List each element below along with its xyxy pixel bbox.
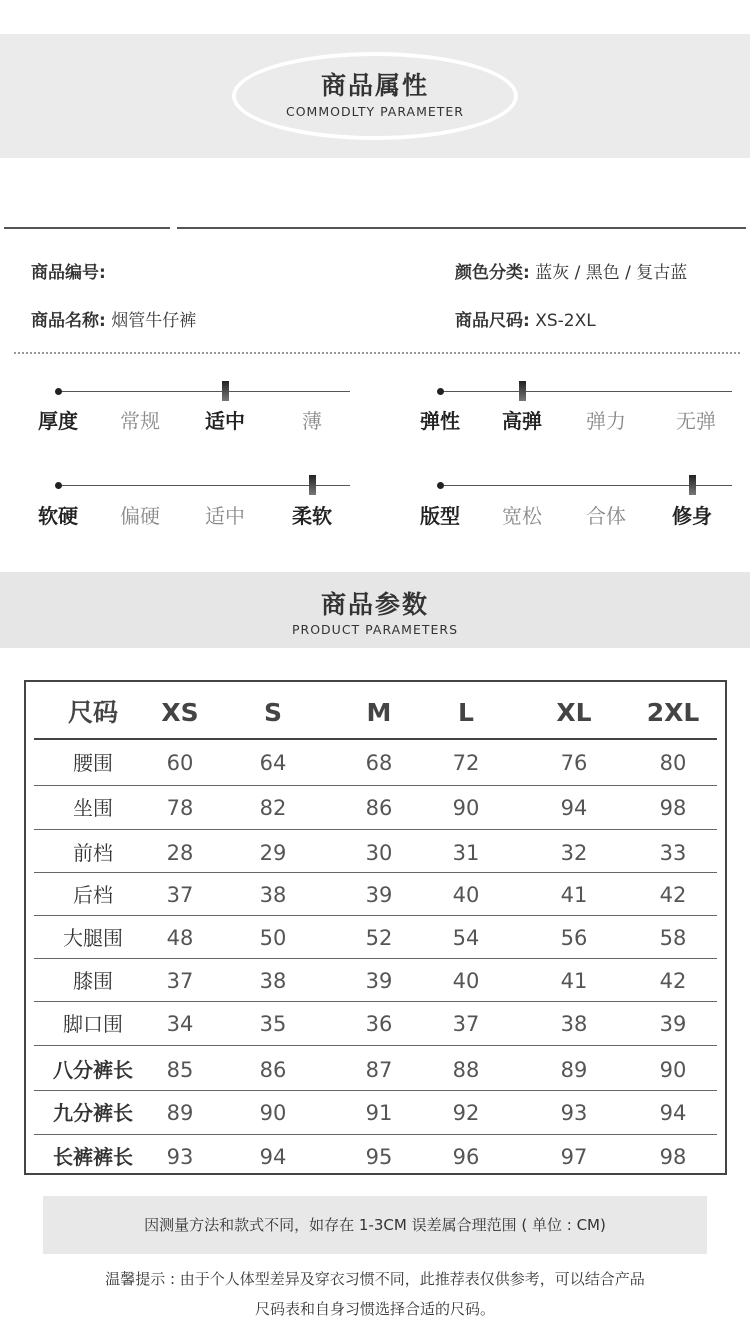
table-cell: 31 — [452, 841, 480, 865]
scale-name: 弹性 — [420, 409, 460, 433]
table-cell: 89 — [166, 1101, 194, 1125]
table-cell: 72 — [452, 751, 480, 775]
table-cell: 56 — [560, 926, 588, 950]
measurement-note: 因测量方法和款式不同，如存在 1-3CM 误差属合理范围 ( 单位 : CM) — [144, 1216, 606, 1234]
product-name-label: 商品名称: — [31, 311, 106, 331]
table-cell: 60 — [166, 751, 194, 775]
table-row-divider — [34, 1090, 717, 1091]
table-cell: 38 — [259, 969, 287, 993]
scale-track — [58, 391, 350, 392]
table-row-label: 八分裤长 — [53, 1058, 133, 1082]
table-cell: 87 — [365, 1058, 393, 1082]
table-row-divider — [34, 829, 717, 830]
table-cell: 98 — [659, 796, 687, 820]
table-cell: 38 — [560, 1012, 588, 1036]
table-cell: 54 — [452, 926, 480, 950]
scale-marker — [309, 475, 316, 495]
table-row-divider — [34, 915, 717, 916]
table-cell: 37 — [166, 969, 194, 993]
table-cell: 41 — [560, 883, 588, 907]
table-cell: 35 — [259, 1012, 287, 1036]
table-cell: 42 — [659, 883, 687, 907]
scale-option: 修身 — [672, 504, 712, 528]
table-row-divider — [34, 1134, 717, 1135]
scale-option: 弹力 — [586, 409, 626, 433]
scale-option: 常规 — [120, 409, 160, 433]
table-size-header: M — [366, 698, 392, 727]
divider-right — [177, 227, 746, 229]
table-cell: 41 — [560, 969, 588, 993]
table-cell: 90 — [659, 1058, 687, 1082]
table-size-header: XS — [161, 698, 199, 727]
table-row-label: 脚口围 — [63, 1012, 123, 1036]
section-subtitle-2: PRODUCT PARAMETERS — [291, 622, 459, 637]
table-cell: 94 — [659, 1101, 687, 1125]
table-row-label: 九分裤长 — [53, 1101, 133, 1125]
table-cell: 39 — [365, 883, 393, 907]
scale-option: 适中 — [205, 409, 245, 433]
size-value: XS-2XL — [535, 311, 596, 331]
table-cell: 91 — [365, 1101, 393, 1125]
scale-option: 合体 — [586, 504, 626, 528]
product-number — [31, 258, 106, 283]
table-cell: 82 — [259, 796, 287, 820]
table-row-label: 后档 — [73, 883, 113, 907]
dotted-divider — [14, 352, 740, 354]
table-cell: 40 — [452, 969, 480, 993]
table-row-label: 腰围 — [73, 751, 113, 775]
scale-start-dot — [55, 482, 62, 489]
scale-marker — [519, 381, 526, 401]
scale-option: 薄 — [302, 409, 322, 433]
table-cell: 36 — [365, 1012, 393, 1036]
scale-option: 偏硬 — [120, 504, 160, 528]
table-row-divider — [34, 1045, 717, 1046]
scale-option: 高弹 — [502, 409, 542, 433]
table-row-label: 长裤裤长 — [53, 1145, 133, 1169]
color-category — [455, 258, 687, 283]
table-row-divider — [34, 872, 717, 873]
product-name — [31, 306, 196, 331]
scale-option: 适中 — [205, 504, 245, 528]
table-cell: 90 — [452, 796, 480, 820]
table-cell: 28 — [166, 841, 194, 865]
table-cell: 64 — [259, 751, 287, 775]
table-cell: 52 — [365, 926, 393, 950]
table-row-label: 膝围 — [73, 969, 113, 993]
section-title: 商品属性 — [320, 71, 429, 100]
scale-start-dot — [55, 388, 62, 395]
table-cell: 38 — [259, 883, 287, 907]
scale-start-dot — [437, 388, 444, 395]
table-size-header: 2XL — [646, 698, 700, 727]
table-cell: 88 — [452, 1058, 480, 1082]
table-cell: 85 — [166, 1058, 194, 1082]
table-cell: 78 — [166, 796, 194, 820]
tip-line-1: 温馨提示 : 由于个人体型差异及穿衣习惯不同，此推荐表仅供参考，可以结合产品 — [105, 1270, 645, 1288]
scale-option: 宽松 — [502, 504, 542, 528]
table-cell: 86 — [259, 1058, 287, 1082]
section-title-2: 商品参数 — [320, 590, 429, 619]
scale-start-dot — [437, 482, 444, 489]
table-cell: 29 — [259, 841, 287, 865]
table-cell: 40 — [452, 883, 480, 907]
table-cell: 50 — [259, 926, 287, 950]
table-cell: 42 — [659, 969, 687, 993]
color-value: 蓝灰 / 黑色 / 复古蓝 — [535, 263, 688, 283]
scale-option: 柔软 — [292, 504, 332, 528]
table-size-header: L — [458, 698, 474, 727]
scale-track — [58, 485, 350, 486]
table-size-header: XL — [556, 698, 592, 727]
table-cell: 34 — [166, 1012, 194, 1036]
table-row-divider — [34, 1001, 717, 1002]
table-cell: 32 — [560, 841, 588, 865]
table-size-header: S — [263, 698, 282, 727]
tip-line-2: 尺码表和自身习惯选择合适的尺码。 — [254, 1300, 495, 1318]
table-cell: 95 — [365, 1145, 393, 1169]
table-cell: 86 — [365, 796, 393, 820]
color-label: 颜色分类: — [455, 263, 530, 283]
table-cell: 30 — [365, 841, 393, 865]
table-cell: 94 — [560, 796, 588, 820]
table-row-divider — [34, 738, 717, 740]
table-cell: 94 — [259, 1145, 287, 1169]
table-cell: 33 — [659, 841, 687, 865]
table-cell: 37 — [166, 883, 194, 907]
table-cell: 58 — [659, 926, 687, 950]
scale-marker — [222, 381, 229, 401]
scale-option: 无弹 — [676, 409, 716, 433]
product-name-value: 烟管牛仔裤 — [111, 311, 197, 331]
scale-name: 软硬 — [38, 504, 78, 528]
table-row-divider — [34, 785, 717, 786]
size-label: 商品尺码: — [455, 311, 530, 331]
table-cell: 80 — [659, 751, 687, 775]
table-cell: 92 — [452, 1101, 480, 1125]
table-cell: 93 — [166, 1145, 194, 1169]
table-cell: 37 — [452, 1012, 480, 1036]
table-row-label: 前档 — [73, 841, 113, 865]
table-cell: 76 — [560, 751, 588, 775]
table-cell: 97 — [560, 1145, 588, 1169]
table-cell: 93 — [560, 1101, 588, 1125]
table-corner-header: 尺码 — [67, 698, 118, 727]
table-cell: 90 — [259, 1101, 287, 1125]
table-cell: 39 — [365, 969, 393, 993]
product-number-label: 商品编号: — [31, 263, 106, 283]
table-cell: 98 — [659, 1145, 687, 1169]
scale-track — [440, 391, 732, 392]
table-cell: 39 — [659, 1012, 687, 1036]
table-cell: 96 — [452, 1145, 480, 1169]
divider-left — [4, 227, 170, 229]
table-row-divider — [34, 958, 717, 959]
table-row-label: 坐围 — [73, 796, 113, 820]
product-size — [455, 306, 596, 331]
table-cell: 89 — [560, 1058, 588, 1082]
table-cell: 68 — [365, 751, 393, 775]
table-row-label: 大腿围 — [63, 926, 123, 950]
scale-marker — [689, 475, 696, 495]
scale-name: 厚度 — [38, 409, 78, 433]
section-subtitle: COMMODLTY PARAMETER — [285, 104, 464, 119]
table-cell: 48 — [166, 926, 194, 950]
scale-name: 版型 — [420, 504, 460, 528]
